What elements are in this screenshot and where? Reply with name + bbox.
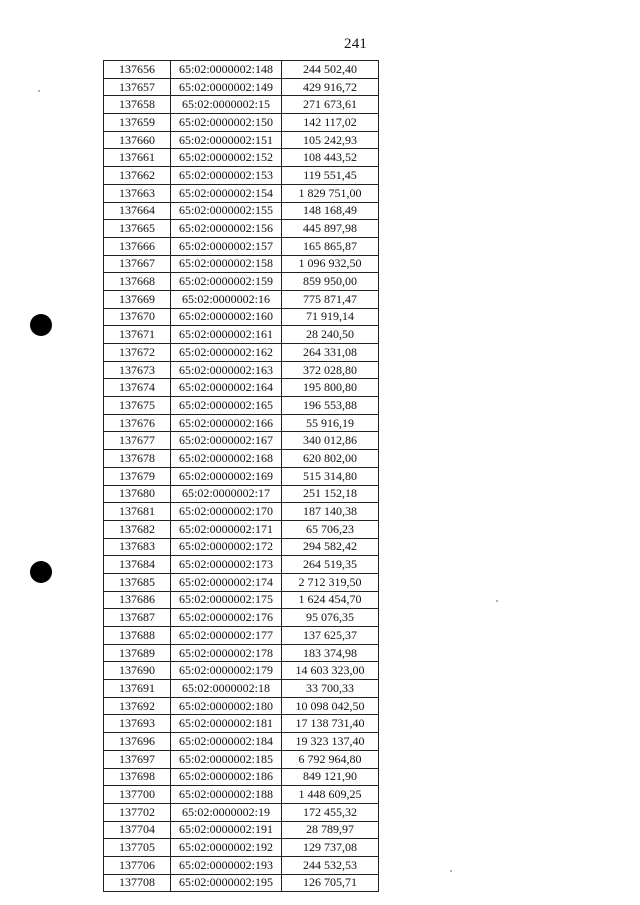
value-cell: 620 802,00 bbox=[282, 450, 379, 468]
cadastral-number-cell: 65:02:0000002:178 bbox=[171, 644, 282, 662]
row-id-cell: 137678 bbox=[104, 450, 171, 468]
table-row bbox=[104, 184, 379, 202]
value-cell: 775 871,47 bbox=[282, 290, 379, 308]
table-row bbox=[104, 290, 379, 308]
row-id-cell: 137663 bbox=[104, 184, 171, 202]
cadastral-number-cell: 65:02:0000002:184 bbox=[171, 733, 282, 751]
cadastral-number-cell: 65:02:0000002:162 bbox=[171, 344, 282, 362]
cadastral-number-cell: 65:02:0000002:156 bbox=[171, 220, 282, 238]
value-cell: 95 076,35 bbox=[282, 609, 379, 627]
cadastral-number-cell: 65:02:0000002:15 bbox=[171, 96, 282, 114]
row-id-cell: 137690 bbox=[104, 662, 171, 680]
cadastral-number-cell: 65:02:0000002:16 bbox=[171, 290, 282, 308]
value-cell: 129 737,08 bbox=[282, 839, 379, 857]
value-cell: 1 096 932,50 bbox=[282, 255, 379, 273]
value-cell: 148 168,49 bbox=[282, 202, 379, 220]
value-cell: 137 625,37 bbox=[282, 627, 379, 645]
cadastral-number-cell: 65:02:0000002:157 bbox=[171, 237, 282, 255]
row-id-cell: 137700 bbox=[104, 786, 171, 804]
row-id-cell: 137696 bbox=[104, 733, 171, 751]
table-row bbox=[104, 344, 379, 362]
value-cell: 515 314,80 bbox=[282, 467, 379, 485]
scan-speck bbox=[496, 600, 498, 602]
table-row bbox=[104, 715, 379, 733]
table-row bbox=[104, 609, 379, 627]
value-cell: 71 919,14 bbox=[282, 308, 379, 326]
table-row bbox=[104, 662, 379, 680]
value-cell: 19 323 137,40 bbox=[282, 733, 379, 751]
row-id-cell: 137677 bbox=[104, 432, 171, 450]
row-id-cell: 137693 bbox=[104, 715, 171, 733]
cadastral-number-cell: 65:02:0000002:163 bbox=[171, 361, 282, 379]
value-cell: 28 789,97 bbox=[282, 821, 379, 839]
row-id-cell: 137688 bbox=[104, 627, 171, 645]
value-cell: 445 897,98 bbox=[282, 220, 379, 238]
table-row bbox=[104, 78, 379, 96]
cadastral-number-cell: 65:02:0000002:181 bbox=[171, 715, 282, 733]
row-id-cell: 137659 bbox=[104, 114, 171, 132]
row-id-cell: 137671 bbox=[104, 326, 171, 344]
row-id-cell: 137698 bbox=[104, 768, 171, 786]
value-cell: 244 532,53 bbox=[282, 856, 379, 874]
row-id-cell: 137702 bbox=[104, 803, 171, 821]
value-cell: 1 829 751,00 bbox=[282, 184, 379, 202]
row-id-cell: 137672 bbox=[104, 344, 171, 362]
row-id-cell: 137673 bbox=[104, 361, 171, 379]
table-row bbox=[104, 556, 379, 574]
value-cell: 429 916,72 bbox=[282, 78, 379, 96]
value-cell: 126 705,71 bbox=[282, 874, 379, 892]
table-row bbox=[104, 485, 379, 503]
row-id-cell: 137680 bbox=[104, 485, 171, 503]
value-cell: 33 700,33 bbox=[282, 680, 379, 698]
cadastral-number-cell: 65:02:0000002:17 bbox=[171, 485, 282, 503]
cadastral-number-cell: 65:02:0000002:195 bbox=[171, 874, 282, 892]
row-id-cell: 137686 bbox=[104, 591, 171, 609]
cadastral-number-cell: 65:02:0000002:148 bbox=[171, 61, 282, 79]
row-id-cell: 137675 bbox=[104, 397, 171, 415]
value-cell: 271 673,61 bbox=[282, 96, 379, 114]
cadastral-number-cell: 65:02:0000002:173 bbox=[171, 556, 282, 574]
value-cell: 195 800,80 bbox=[282, 379, 379, 397]
table-row bbox=[104, 237, 379, 255]
punch-hole-bottom bbox=[30, 561, 52, 583]
cadastral-number-cell: 65:02:0000002:172 bbox=[171, 538, 282, 556]
value-cell: 196 553,88 bbox=[282, 397, 379, 415]
table-row bbox=[104, 379, 379, 397]
value-cell: 264 331,08 bbox=[282, 344, 379, 362]
table-row bbox=[104, 538, 379, 556]
table-row bbox=[104, 591, 379, 609]
row-id-cell: 137682 bbox=[104, 520, 171, 538]
table-row bbox=[104, 467, 379, 485]
value-cell: 119 551,45 bbox=[282, 167, 379, 185]
cadastral-number-cell: 65:02:0000002:165 bbox=[171, 397, 282, 415]
cadastral-number-cell: 65:02:0000002:19 bbox=[171, 803, 282, 821]
value-cell: 372 028,80 bbox=[282, 361, 379, 379]
table-row bbox=[104, 856, 379, 874]
row-id-cell: 137692 bbox=[104, 697, 171, 715]
table-row bbox=[104, 768, 379, 786]
row-id-cell: 137661 bbox=[104, 149, 171, 167]
registry-table-body bbox=[104, 61, 379, 892]
table-row bbox=[104, 803, 379, 821]
table-row bbox=[104, 503, 379, 521]
table-row bbox=[104, 61, 379, 79]
value-cell: 55 916,19 bbox=[282, 414, 379, 432]
cadastral-number-cell: 65:02:0000002:153 bbox=[171, 167, 282, 185]
cadastral-number-cell: 65:02:0000002:180 bbox=[171, 697, 282, 715]
cadastral-number-cell: 65:02:0000002:151 bbox=[171, 131, 282, 149]
table-row bbox=[104, 644, 379, 662]
value-cell: 340 012,86 bbox=[282, 432, 379, 450]
cadastral-number-cell: 65:02:0000002:18 bbox=[171, 680, 282, 698]
table-row bbox=[104, 96, 379, 114]
scan-speck bbox=[450, 870, 452, 872]
cadastral-number-cell: 65:02:0000002:152 bbox=[171, 149, 282, 167]
value-cell: 2 712 319,50 bbox=[282, 573, 379, 591]
value-cell: 105 242,93 bbox=[282, 131, 379, 149]
row-id-cell: 137657 bbox=[104, 78, 171, 96]
cadastral-number-cell: 65:02:0000002:160 bbox=[171, 308, 282, 326]
cadastral-number-cell: 65:02:0000002:149 bbox=[171, 78, 282, 96]
cadastral-number-cell: 65:02:0000002:179 bbox=[171, 662, 282, 680]
table-row bbox=[104, 750, 379, 768]
cadastral-number-cell: 65:02:0000002:185 bbox=[171, 750, 282, 768]
row-id-cell: 137667 bbox=[104, 255, 171, 273]
cadastral-number-cell: 65:02:0000002:155 bbox=[171, 202, 282, 220]
cadastral-number-cell: 65:02:0000002:170 bbox=[171, 503, 282, 521]
cadastral-number-cell: 65:02:0000002:193 bbox=[171, 856, 282, 874]
row-id-cell: 137669 bbox=[104, 290, 171, 308]
table-row bbox=[104, 627, 379, 645]
table-row bbox=[104, 397, 379, 415]
value-cell: 1 624 454,70 bbox=[282, 591, 379, 609]
row-id-cell: 137685 bbox=[104, 573, 171, 591]
table-row bbox=[104, 874, 379, 892]
row-id-cell: 137697 bbox=[104, 750, 171, 768]
value-cell: 14 603 323,00 bbox=[282, 662, 379, 680]
cadastral-number-cell: 65:02:0000002:186 bbox=[171, 768, 282, 786]
row-id-cell: 137708 bbox=[104, 874, 171, 892]
row-id-cell: 137689 bbox=[104, 644, 171, 662]
cadastral-number-cell: 65:02:0000002:166 bbox=[171, 414, 282, 432]
value-cell: 172 455,32 bbox=[282, 803, 379, 821]
row-id-cell: 137668 bbox=[104, 273, 171, 291]
row-id-cell: 137704 bbox=[104, 821, 171, 839]
punch-hole-top bbox=[30, 314, 52, 336]
table-row bbox=[104, 786, 379, 804]
value-cell: 165 865,87 bbox=[282, 237, 379, 255]
table-row bbox=[104, 733, 379, 751]
cadastral-number-cell: 65:02:0000002:158 bbox=[171, 255, 282, 273]
row-id-cell: 137691 bbox=[104, 680, 171, 698]
cadastral-number-cell: 65:02:0000002:171 bbox=[171, 520, 282, 538]
value-cell: 142 117,02 bbox=[282, 114, 379, 132]
table-row bbox=[104, 167, 379, 185]
row-id-cell: 137662 bbox=[104, 167, 171, 185]
cadastral-number-cell: 65:02:0000002:167 bbox=[171, 432, 282, 450]
row-id-cell: 137666 bbox=[104, 237, 171, 255]
page-number: 241 bbox=[344, 36, 368, 52]
value-cell: 17 138 731,40 bbox=[282, 715, 379, 733]
row-id-cell: 137670 bbox=[104, 308, 171, 326]
value-cell: 108 443,52 bbox=[282, 149, 379, 167]
value-cell: 183 374,98 bbox=[282, 644, 379, 662]
cadastral-number-cell: 65:02:0000002:161 bbox=[171, 326, 282, 344]
cadastral-number-cell: 65:02:0000002:154 bbox=[171, 184, 282, 202]
value-cell: 264 519,35 bbox=[282, 556, 379, 574]
cadastral-number-cell: 65:02:0000002:176 bbox=[171, 609, 282, 627]
cadastral-number-cell: 65:02:0000002:177 bbox=[171, 627, 282, 645]
table-row bbox=[104, 680, 379, 698]
table-row bbox=[104, 202, 379, 220]
value-cell: 6 792 964,80 bbox=[282, 750, 379, 768]
table-row bbox=[104, 697, 379, 715]
table-row bbox=[104, 255, 379, 273]
cadastral-number-cell: 65:02:0000002:169 bbox=[171, 467, 282, 485]
cadastral-number-cell: 65:02:0000002:192 bbox=[171, 839, 282, 857]
row-id-cell: 137683 bbox=[104, 538, 171, 556]
table-row bbox=[104, 308, 379, 326]
row-id-cell: 137687 bbox=[104, 609, 171, 627]
table-row bbox=[104, 573, 379, 591]
row-id-cell: 137684 bbox=[104, 556, 171, 574]
row-id-cell: 137705 bbox=[104, 839, 171, 857]
table-row bbox=[104, 821, 379, 839]
row-id-cell: 137674 bbox=[104, 379, 171, 397]
cadastral-number-cell: 65:02:0000002:188 bbox=[171, 786, 282, 804]
table-row bbox=[104, 450, 379, 468]
registry-table bbox=[103, 60, 379, 892]
table-row bbox=[104, 520, 379, 538]
row-id-cell: 137665 bbox=[104, 220, 171, 238]
row-id-cell: 137664 bbox=[104, 202, 171, 220]
cadastral-number-cell: 65:02:0000002:150 bbox=[171, 114, 282, 132]
table-row bbox=[104, 220, 379, 238]
row-id-cell: 137681 bbox=[104, 503, 171, 521]
cadastral-number-cell: 65:02:0000002:168 bbox=[171, 450, 282, 468]
value-cell: 1 448 609,25 bbox=[282, 786, 379, 804]
table-row bbox=[104, 361, 379, 379]
row-id-cell: 137656 bbox=[104, 61, 171, 79]
row-id-cell: 137679 bbox=[104, 467, 171, 485]
row-id-cell: 137676 bbox=[104, 414, 171, 432]
value-cell: 244 502,40 bbox=[282, 61, 379, 79]
row-id-cell: 137660 bbox=[104, 131, 171, 149]
cadastral-number-cell: 65:02:0000002:174 bbox=[171, 573, 282, 591]
scan-speck bbox=[38, 90, 40, 92]
value-cell: 251 152,18 bbox=[282, 485, 379, 503]
value-cell: 28 240,50 bbox=[282, 326, 379, 344]
table-row bbox=[104, 839, 379, 857]
value-cell: 849 121,90 bbox=[282, 768, 379, 786]
table-row bbox=[104, 149, 379, 167]
table-row bbox=[104, 326, 379, 344]
row-id-cell: 137706 bbox=[104, 856, 171, 874]
value-cell: 294 582,42 bbox=[282, 538, 379, 556]
cadastral-number-cell: 65:02:0000002:191 bbox=[171, 821, 282, 839]
cadastral-number-cell: 65:02:0000002:175 bbox=[171, 591, 282, 609]
table-row bbox=[104, 432, 379, 450]
value-cell: 187 140,38 bbox=[282, 503, 379, 521]
table-row bbox=[104, 273, 379, 291]
table-row bbox=[104, 414, 379, 432]
cadastral-number-cell: 65:02:0000002:164 bbox=[171, 379, 282, 397]
value-cell: 10 098 042,50 bbox=[282, 697, 379, 715]
cadastral-number-cell: 65:02:0000002:159 bbox=[171, 273, 282, 291]
value-cell: 65 706,23 bbox=[282, 520, 379, 538]
row-id-cell: 137658 bbox=[104, 96, 171, 114]
value-cell: 859 950,00 bbox=[282, 273, 379, 291]
table-row bbox=[104, 131, 379, 149]
table-row bbox=[104, 114, 379, 132]
